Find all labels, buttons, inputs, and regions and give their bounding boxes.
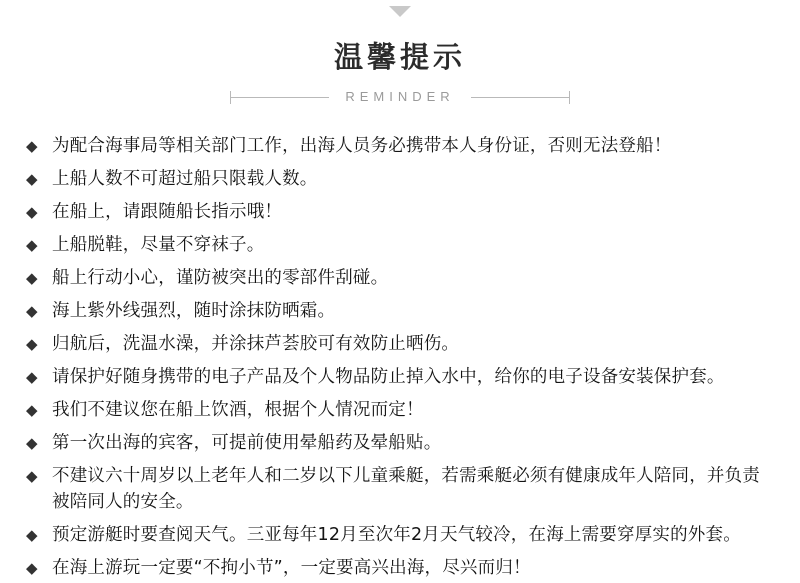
diamond-bullet-icon: ◆ [26, 302, 38, 320]
list-item-text: 在海上游玩一定要“不拘小节”，一定要高兴出海，尽兴而归！ [52, 558, 531, 578]
subtitle-rule-group [230, 85, 570, 111]
list-item-text: 为配合海事局等相关部门工作，出海人员务必携带本人身份证，否则无法登船！ [52, 136, 672, 156]
list-item-text: 在船上，请跟随船长指示哦！ [52, 202, 283, 222]
list-item-text: 海上紫外线强烈，随时涂抹防晒霜。 [52, 301, 336, 321]
reminder-list [0, 133, 800, 581]
diamond-bullet-icon: ◆ [26, 269, 38, 287]
list-item [26, 232, 770, 258]
list-item [26, 331, 770, 357]
list-item-text: 归航后，洗温水澡，并涂抹芦荟胶可有效防止晒伤。 [52, 334, 460, 354]
list-item [26, 166, 770, 192]
divider-right-tick [569, 91, 570, 104]
list-item [26, 430, 770, 456]
diamond-bullet-icon: ◆ [26, 526, 38, 544]
diamond-bullet-icon: ◆ [26, 203, 38, 221]
list-item [26, 397, 770, 423]
diamond-bullet-icon: ◆ [26, 559, 38, 577]
list-item [26, 298, 770, 324]
page-subtitle: REMINDER [329, 89, 470, 104]
diamond-bullet-icon: ◆ [26, 137, 38, 155]
diamond-bullet-icon: ◆ [26, 434, 38, 452]
page-title: 温馨提示 [333, 40, 466, 74]
diamond-bullet-icon: ◆ [26, 467, 38, 485]
list-item-text: 我们不建议您在船上饮酒，根据个人情况而定！ [52, 400, 424, 420]
list-item-text: 预定游艇时要查阅天气。三亚每年12月至次年2月天气较冷，在海上需要穿厚实的外套。 [52, 525, 741, 545]
diamond-bullet-icon: ◆ [26, 170, 38, 188]
list-item [26, 133, 770, 159]
list-item [26, 522, 770, 548]
diamond-bullet-icon: ◆ [26, 401, 38, 419]
list-item [26, 364, 770, 390]
diamond-bullet-icon: ◆ [26, 236, 38, 254]
list-item [26, 555, 770, 581]
list-item-text: 上船人数不可超过船只限载人数。 [52, 169, 318, 189]
diamond-bullet-icon: ◆ [26, 368, 38, 386]
page-header [0, 0, 800, 111]
divider-left-tick [230, 91, 231, 104]
list-item-text: 上船脱鞋，尽量不穿袜子。 [52, 235, 265, 255]
list-item-text: 船上行动小心，谨防被突出的零部件刮碰。 [52, 268, 389, 288]
diamond-bullet-icon: ◆ [26, 335, 38, 353]
list-item [26, 199, 770, 225]
list-item-text: 请保护好随身携带的电子产品及个人物品防止掉入水中，给你的电子设备安装保护套。 [52, 367, 725, 387]
list-item-text: 第一次出海的宾客，可提前使用晕船药及晕船贴。 [52, 433, 442, 453]
list-item-text: 不建议六十周岁以上老年人和二岁以下儿童乘艇，若需乘艇必须有健康成年人陪同，并负责被陪同人的安全。 [52, 466, 760, 512]
list-item [26, 463, 770, 515]
list-item [26, 265, 770, 291]
triangle-down-icon [389, 6, 411, 17]
